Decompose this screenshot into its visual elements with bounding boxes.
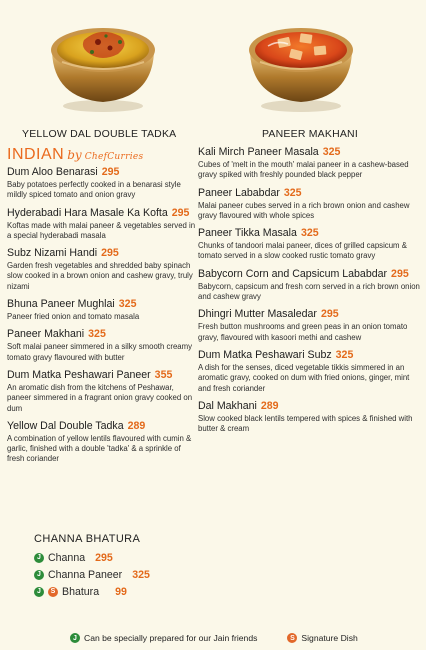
jain-icon: J <box>34 553 44 563</box>
item-description: Fresh button mushrooms and green peas in an onion tomato gravy, flavoured with kasoori methi and cashew <box>198 322 408 342</box>
jain-icon: J <box>34 570 44 580</box>
item-description: Babycorn, capsicum and fresh corn served in a rich brown onion and cashew gravy <box>198 281 420 302</box>
item-name: Dum Aloo Benarasi <box>7 166 98 178</box>
item-name: Paneer Lababdar <box>198 186 280 199</box>
item-description: Paneer fried onion and tomato masala <box>7 312 140 322</box>
item-name: Paneer Tikka Masala <box>198 227 297 240</box>
item-description: Malai paneer cubes served in a rich brown onion and cashew gravy flavoured with whole spices <box>198 200 410 220</box>
item-description: Slow cooked black lentils tempered with spices & finished with butter & cream <box>198 413 413 434</box>
jain-icon: J <box>70 633 80 643</box>
item-price: 295 <box>101 247 119 260</box>
item-name: Subz Nizami Handi <box>7 247 98 260</box>
item-name: Kali Mirch Paneer Masala <box>198 146 319 158</box>
item-description: Koftas made with malai paneer & vegetables served in a special hyderabadi masala <box>7 220 196 240</box>
item-price: 325 <box>300 227 319 240</box>
left-photo-caption: YELLOW DAL DOUBLE TADKA <box>22 128 177 140</box>
channa-item <box>34 549 150 566</box>
section-title: CHANNA BHATURA <box>34 533 141 545</box>
item-description: Garden fresh vegetables and shredded baby spinach slow cooked in a brown onion and cashew gravy, truly nizami <box>7 261 193 291</box>
item-price: 295 <box>101 166 120 178</box>
menu-item <box>7 247 197 292</box>
menu-item <box>7 166 197 201</box>
menu-item <box>198 146 424 181</box>
menu-item <box>7 298 197 322</box>
left-menu-column <box>7 146 197 471</box>
item-name: Channa <box>48 551 86 564</box>
right-photo-caption: PANEER MAKHANI <box>262 128 358 140</box>
brand-script-logo: ChefCurries <box>84 152 144 162</box>
menu-item <box>7 369 197 414</box>
item-name: Bhuna Paneer Mughlai <box>7 298 115 311</box>
menu-item <box>7 328 197 363</box>
item-price: 325 <box>335 348 354 361</box>
item-name: Paneer Makhani <box>7 328 85 341</box>
item-price: 289 <box>260 399 279 412</box>
item-name: Bhatura <box>62 585 100 598</box>
menu-item <box>7 420 197 465</box>
legend-signature-text: Signature Dish <box>301 633 358 643</box>
item-name: Dum Matka Peshawari Paneer <box>7 368 151 381</box>
item-price: 99 <box>115 585 127 598</box>
item-name: Yellow Dal Double Tadka <box>7 419 124 432</box>
item-name: Dal Makhani <box>198 399 257 412</box>
item-price: 295 <box>95 551 113 564</box>
item-description: Soft malai paneer simmered in a silky smooth creamy tomato gravy flavoured with butter <box>7 342 193 362</box>
legend-jain-text: Can be specially prepared for our Jain friends <box>84 633 258 643</box>
channa-bhatura-section <box>34 533 150 600</box>
legend <box>70 633 358 643</box>
item-price: 355 <box>154 368 173 381</box>
item-price: 295 <box>391 267 409 280</box>
menu-item <box>7 207 197 242</box>
item-description: An aromatic dish from the kitchens of Peshawar, paneer simmered in a fragrant onion gravy cooked on dum <box>7 382 193 413</box>
signature-icon: S <box>48 587 58 597</box>
item-price: 325 <box>283 186 302 199</box>
item-description: A dish for the senses, diced vegetable tikkis simmered in an aromatic gravy, cooked on dum with fried onions, ginger, mint and fresh coriander <box>198 362 410 393</box>
yellow-dal-photo <box>40 6 166 114</box>
item-price: 325 <box>118 298 137 311</box>
right-menu-column <box>198 146 424 440</box>
item-name: Hyderabadi Hara Masale Ka Kofta <box>7 206 168 219</box>
item-description: A combination of yellow lentils flavoured with cumin & garlic, finished with a double 'tadka' & a sprinkle of fresh coriander <box>7 433 192 464</box>
menu-item <box>198 400 424 435</box>
item-description: Chunks of tandoori malai paneer, dices of grilled capsicum & tomato served in a slow cooked rustic tomato gravy <box>198 241 407 261</box>
channa-item <box>34 566 150 583</box>
paneer-makhani-photo <box>238 6 364 114</box>
item-description: Cubes of 'melt in the mouth' malai paneer in a cashew-based gravy spiked with freshly pounded black pepper <box>198 160 409 180</box>
channa-item <box>34 583 150 600</box>
item-price: 289 <box>127 419 146 432</box>
item-price: 325 <box>322 146 341 158</box>
menu-item <box>198 349 424 394</box>
item-price: 295 <box>171 206 190 219</box>
jain-icon: J <box>34 587 44 597</box>
brand-logo <box>7 146 197 165</box>
item-name: Channa Paneer <box>48 568 123 581</box>
item-price: 325 <box>132 568 150 581</box>
menu-item <box>198 308 424 343</box>
item-name: Babycorn Corn and Capsicum Lababdar <box>198 267 388 280</box>
item-price: 325 <box>88 328 106 341</box>
menu-item <box>198 187 424 222</box>
item-name: Dum Matka Peshawari Subz <box>198 348 332 361</box>
signature-icon: S <box>287 633 297 643</box>
item-description: Baby potatoes perfectly cooked in a benarasi style mildly spiced tomato and onion gravy <box>7 180 181 200</box>
brand-by-label: by <box>67 148 82 162</box>
item-price: 295 <box>320 308 339 321</box>
item-name: Dhingri Mutter Masaledar <box>198 308 317 321</box>
menu-item <box>198 268 424 303</box>
brand-indian-label: INDIAN <box>7 146 65 163</box>
menu-item <box>198 227 424 262</box>
